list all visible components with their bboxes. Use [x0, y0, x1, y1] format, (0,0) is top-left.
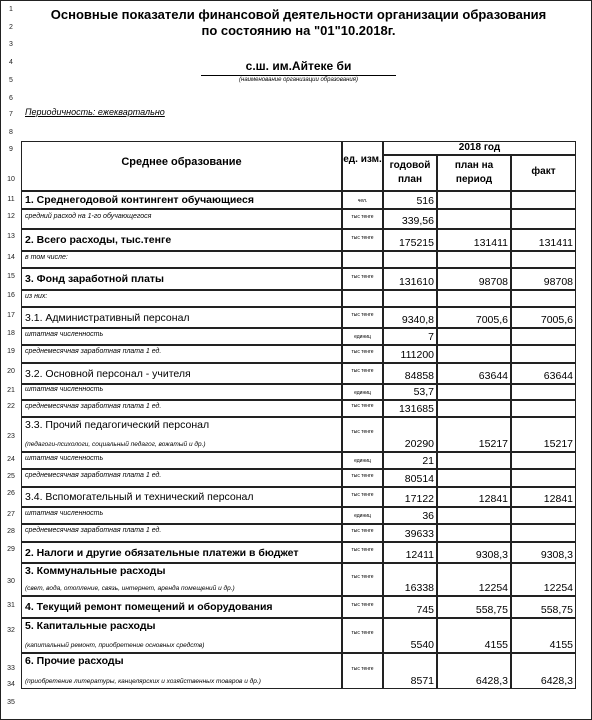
table-cell-fact[interactable]	[511, 524, 576, 542]
table-cell-unit[interactable]	[342, 328, 383, 345]
header-unit: ед. изм.	[343, 154, 382, 165]
unit-label: тыс тенге	[351, 527, 374, 534]
table-cell-plan[interactable]	[383, 363, 437, 384]
row-label: из них:	[25, 292, 48, 300]
table-cell-period[interactable]	[437, 209, 511, 229]
row-label: 4. Текущий ремонт помещений и оборудования	[25, 601, 273, 613]
table-cell-unit[interactable]	[342, 469, 383, 487]
table-cell-unit[interactable]	[342, 268, 383, 290]
cell-value: 15217	[478, 438, 508, 450]
unit-label: тыс тенге	[351, 665, 374, 672]
table-cell-unit[interactable]	[342, 487, 383, 507]
table-cell-period[interactable]	[437, 452, 511, 469]
row-number: 9	[9, 146, 13, 153]
unit-label: тыс тенге	[351, 312, 374, 318]
cell-value: 36	[422, 510, 434, 522]
table-cell-period[interactable]	[437, 384, 511, 400]
table-cell-period[interactable]	[437, 618, 511, 653]
row-sublabel: (свет, вода, отопление, связь, интернет, аренда помещений и др.)	[25, 585, 235, 592]
header-fact: факт	[531, 166, 556, 177]
row-number: 5	[9, 77, 13, 84]
table-cell-unit[interactable]	[342, 596, 383, 618]
table-cell-plan[interactable]	[383, 251, 437, 268]
report-title: Основные показатели финансовой деятельности организации образования	[50, 7, 547, 22]
cell-value: 16338	[404, 582, 434, 594]
table-cell-fact[interactable]	[511, 469, 576, 487]
cell-value: 7005,6	[475, 314, 508, 326]
cell-value: 5540	[410, 639, 434, 651]
table-cell-unit[interactable]	[342, 209, 383, 229]
cell-value: 20290	[404, 438, 434, 450]
table-cell-plan[interactable]	[383, 209, 437, 229]
row-number: 14	[7, 254, 15, 261]
cell-value: 4155	[549, 639, 573, 651]
row-label: штатная численность	[25, 454, 104, 462]
row-number: 33	[7, 665, 15, 672]
row-label: 2. Всего расходы, тыс.тенге	[25, 234, 172, 246]
table-cell-fact[interactable]	[511, 542, 576, 563]
row-label: 3.2. Основной персонал - учителя	[25, 367, 191, 380]
cell-value: 63644	[543, 370, 573, 382]
cell-value: 9340,8	[401, 314, 434, 326]
row-label: 5. Капитальные расходы	[25, 620, 156, 632]
table-cell-period[interactable]	[437, 400, 511, 417]
org-caption: (наименование организации образования)	[239, 77, 358, 83]
row-label: среднемесячная заработная плата 1 ед.	[25, 527, 162, 534]
table-cell-unit[interactable]	[342, 363, 383, 384]
cell-value: 9308,3	[475, 549, 508, 561]
table-cell-plan[interactable]	[383, 290, 437, 307]
row-number: 25	[7, 473, 15, 480]
table-cell-label[interactable]	[21, 268, 342, 290]
cell-value: 39633	[404, 528, 434, 540]
table-cell-period[interactable]	[437, 251, 511, 268]
header-plan-cell	[383, 155, 437, 191]
header-year-cell	[383, 141, 576, 155]
row-number: 19	[7, 348, 15, 355]
row-label: штатная численность	[25, 509, 104, 517]
header-plan: годовой план	[389, 160, 431, 185]
row-number: 3	[9, 41, 13, 48]
periodicity-note: Периодичность: ежеквартально	[25, 107, 165, 117]
row-label: 6. Прочие расходы	[25, 655, 124, 667]
cell-value: 21	[422, 455, 434, 467]
cell-value: 98708	[478, 276, 508, 288]
table-cell-label[interactable]	[21, 251, 342, 268]
row-number: 11	[7, 196, 15, 203]
table-cell-label[interactable]	[21, 345, 342, 363]
table-cell-unit[interactable]	[342, 524, 383, 542]
cell-value: 516	[416, 195, 434, 207]
table-cell-fact[interactable]	[511, 487, 576, 507]
table-cell-period[interactable]	[437, 290, 511, 307]
row-sublabel: (приобретение литературы, канцелярских и хозяйственных товаров и др.)	[25, 678, 261, 685]
table-cell-label[interactable]	[21, 524, 342, 542]
table-cell-fact[interactable]	[511, 452, 576, 469]
table-cell-unit[interactable]	[342, 542, 383, 563]
row-number: 29	[7, 546, 15, 553]
unit-label: тыс тенге	[351, 630, 374, 636]
table-cell-plan[interactable]	[383, 524, 437, 542]
table-cell-fact[interactable]	[511, 209, 576, 229]
row-number: 8	[9, 129, 13, 136]
table-cell-fact[interactable]	[511, 507, 576, 524]
cell-value: 339,56	[401, 215, 434, 227]
row-label: 1. Среднегодовой контингент обучающиеся	[25, 194, 254, 206]
table-cell-plan[interactable]	[383, 653, 437, 689]
table-cell-plan[interactable]	[383, 417, 437, 452]
table-cell-period[interactable]	[437, 345, 511, 363]
org-underline	[201, 75, 396, 76]
row-label: 3.3. Прочий педагогический персонал	[25, 419, 210, 431]
row-number: 21	[7, 387, 15, 394]
row-label: 3. Коммунальные расходы	[25, 565, 166, 577]
cell-value: 558,75	[475, 604, 508, 616]
header-period: план на период	[454, 160, 494, 185]
unit-label: тыс тенге	[351, 348, 374, 355]
cell-value: 175215	[398, 237, 434, 249]
cell-value: 111200	[400, 349, 434, 361]
row-number: 35	[7, 699, 15, 706]
row-number: 2	[9, 24, 13, 31]
row-label: среднемесячная заработная плата 1 ед.	[25, 402, 162, 410]
table-cell-fact[interactable]	[511, 328, 576, 345]
table-cell-plan[interactable]	[383, 487, 437, 507]
row-number: 15	[7, 273, 15, 280]
table-cell-label[interactable]	[21, 596, 342, 618]
table-cell-fact[interactable]	[511, 251, 576, 268]
table-cell-unit[interactable]	[342, 229, 383, 251]
unit-label: единиц	[354, 334, 371, 340]
cell-value: 80514	[404, 473, 434, 485]
table-cell-unit[interactable]	[342, 191, 383, 209]
header-fact-cell	[511, 155, 576, 191]
cell-value: 12254	[478, 582, 508, 594]
cell-value: 53,7	[413, 386, 434, 398]
table-cell-plan[interactable]	[383, 596, 437, 618]
unit-label: тыс тенге	[351, 601, 374, 608]
table-cell-label[interactable]	[21, 400, 342, 417]
table-cell-unit[interactable]	[342, 251, 383, 268]
table-cell-label[interactable]	[21, 191, 342, 209]
table-cell-period[interactable]	[437, 563, 511, 596]
table-cell-plan[interactable]	[383, 469, 437, 487]
report-date: по состоянию на "01"10.2018г.	[201, 23, 396, 38]
header-section-cell	[21, 141, 342, 191]
table-cell-unit[interactable]	[342, 290, 383, 307]
table-cell-fact[interactable]	[511, 345, 576, 363]
table-cell-label[interactable]	[21, 307, 342, 328]
unit-label: чел.	[357, 197, 368, 204]
table-cell-plan[interactable]	[383, 307, 437, 328]
table-cell-period[interactable]	[437, 542, 511, 563]
table-cell-unit[interactable]	[342, 417, 383, 452]
table-cell-period[interactable]	[437, 191, 511, 209]
row-number: 18	[7, 330, 15, 337]
table-cell-label[interactable]	[21, 487, 342, 507]
table-cell-period[interactable]	[437, 363, 511, 384]
table-cell-plan[interactable]	[383, 542, 437, 563]
table-cell-fact[interactable]	[511, 229, 576, 251]
table-cell-unit[interactable]	[342, 452, 383, 469]
table-cell-label[interactable]	[21, 563, 342, 596]
row-number: 20	[7, 368, 15, 375]
table-cell-label[interactable]	[21, 653, 342, 689]
table-cell-fact[interactable]	[511, 653, 576, 689]
row-number: 17	[7, 312, 15, 319]
row-number: 34	[7, 681, 15, 688]
table-cell-period[interactable]	[437, 268, 511, 290]
table-cell-label[interactable]	[21, 469, 342, 487]
table-cell-fact[interactable]	[511, 596, 576, 618]
unit-label: тыс тенге	[351, 213, 374, 220]
table-cell-label[interactable]	[21, 290, 342, 307]
table-cell-period[interactable]	[437, 307, 511, 328]
table-cell-fact[interactable]	[511, 618, 576, 653]
cell-value: 12841	[478, 493, 508, 505]
table-cell-label[interactable]	[21, 452, 342, 469]
row-number: 32	[7, 627, 15, 634]
row-number: 10	[7, 176, 15, 183]
table-cell-unit[interactable]	[342, 400, 383, 417]
cell-value: 131411	[538, 237, 573, 249]
table-cell-fact[interactable]	[511, 563, 576, 596]
row-number: 7	[9, 111, 13, 118]
table-cell-label[interactable]	[21, 229, 342, 251]
header-unit-cell	[342, 141, 383, 191]
table-cell-fact[interactable]	[511, 307, 576, 328]
row-number: 28	[7, 528, 15, 535]
table-cell-period[interactable]	[437, 469, 511, 487]
row-sublabel: (педагоги-психологи, социальный педагог, вожатый и др.)	[25, 441, 206, 448]
table-cell-fact[interactable]	[511, 290, 576, 307]
table-cell-label[interactable]	[21, 384, 342, 400]
table-cell-fact[interactable]	[511, 417, 576, 452]
row-number: 24	[7, 456, 15, 463]
table-cell-label[interactable]	[21, 507, 342, 524]
table-cell-unit[interactable]	[342, 345, 383, 363]
unit-label: тыс тенге	[351, 368, 374, 374]
table-cell-period[interactable]	[437, 229, 511, 251]
table-cell-label[interactable]	[21, 542, 342, 563]
table-cell-fact[interactable]	[511, 268, 576, 290]
table-cell-period[interactable]	[437, 507, 511, 524]
cell-value: 12254	[543, 582, 573, 594]
table-cell-label[interactable]	[21, 209, 342, 229]
row-label: среднемесячная заработная плата 1 ед.	[25, 472, 162, 479]
org-name: с.ш. им.Айтеке би	[245, 59, 352, 73]
unit-label: тыс тенге	[351, 574, 374, 580]
table-cell-unit[interactable]	[342, 507, 383, 524]
row-number: 6	[9, 95, 13, 102]
row-number: 4	[9, 59, 13, 66]
table-cell-plan[interactable]	[383, 507, 437, 524]
table-cell-fact[interactable]	[511, 400, 576, 417]
header-period-cell	[437, 155, 511, 191]
unit-label: тыс тенге	[351, 547, 374, 553]
cell-value: 17122	[404, 493, 434, 505]
table-cell-period[interactable]	[437, 524, 511, 542]
unit-label: тыс тенге	[351, 234, 374, 241]
row-label: среднемесячная заработная плата 1 ед.	[25, 348, 162, 355]
unit-label: тыс тенге	[351, 472, 374, 479]
table-cell-unit[interactable]	[342, 384, 383, 400]
table-cell-unit[interactable]	[342, 563, 383, 596]
row-number: 23	[7, 433, 15, 440]
table-cell-label[interactable]	[21, 328, 342, 345]
table-cell-plan[interactable]	[383, 384, 437, 400]
row-sublabel: (капитальный ремонт, приобретение основных средств)	[25, 642, 205, 649]
cell-value: 6428,3	[540, 675, 573, 687]
cell-value: 84858	[404, 370, 434, 382]
table-cell-unit[interactable]	[342, 653, 383, 689]
cell-value: 6428,3	[475, 675, 508, 687]
row-number: 13	[7, 233, 15, 240]
table-cell-label[interactable]	[21, 417, 342, 452]
cell-value: 7005,6	[540, 314, 573, 326]
table-cell-plan[interactable]	[383, 229, 437, 251]
row-label: 3.4. Вспомогательный и технический персонал	[25, 491, 254, 503]
header-section: Среднее образование	[121, 156, 242, 168]
table-cell-unit[interactable]	[342, 307, 383, 328]
row-label: штатная численность	[25, 330, 104, 338]
table-cell-unit[interactable]	[342, 618, 383, 653]
table-cell-fact[interactable]	[511, 363, 576, 384]
row-number: 16	[7, 292, 15, 299]
table-cell-plan[interactable]	[383, 328, 437, 345]
table-cell-label[interactable]	[21, 618, 342, 653]
unit-label: единиц	[354, 389, 371, 396]
row-number: 1	[9, 6, 13, 13]
unit-label: тыс тенге	[351, 491, 374, 498]
table-cell-label[interactable]	[21, 363, 342, 384]
row-number: 12	[7, 213, 15, 220]
cell-value: 131411	[473, 237, 508, 249]
cell-value: 7	[428, 331, 434, 343]
row-label: средний расход на 1-го обучающегося	[25, 213, 152, 220]
row-label: 3.1. Административный персонал	[25, 311, 190, 324]
cell-value: 63644	[478, 370, 508, 382]
row-number: 31	[7, 602, 15, 609]
header-year: 2018 год	[458, 142, 501, 153]
row-number: 22	[7, 403, 15, 410]
cell-value: 12841	[543, 493, 573, 505]
table-cell-period[interactable]	[437, 328, 511, 345]
table-cell-plan[interactable]	[383, 400, 437, 417]
unit-label: единиц	[354, 513, 371, 519]
cell-value: 558,75	[540, 604, 573, 616]
table-cell-fact[interactable]	[511, 384, 576, 400]
row-label: 2. Налоги и другие обязательные платежи в бюджет	[25, 546, 299, 559]
unit-label: тыс тенге	[351, 403, 374, 409]
table-cell-period[interactable]	[437, 596, 511, 618]
cell-value: 98708	[543, 276, 573, 288]
row-label: штатная численность	[25, 386, 104, 393]
table-cell-period[interactable]	[437, 487, 511, 507]
row-number: 26	[7, 490, 15, 497]
table-cell-period[interactable]	[437, 417, 511, 452]
cell-value: 8571	[410, 675, 434, 687]
cell-value: 15217	[543, 438, 573, 450]
cell-value: 131610	[398, 276, 434, 288]
table-cell-fact[interactable]	[511, 191, 576, 209]
row-label: в том числе:	[25, 253, 68, 261]
table-cell-plan[interactable]	[383, 618, 437, 653]
unit-label: единиц	[354, 458, 371, 464]
table-cell-plan[interactable]	[383, 345, 437, 363]
unit-label: тыс тенге	[351, 429, 374, 435]
table-cell-period[interactable]	[437, 653, 511, 689]
row-number: 30	[7, 578, 15, 585]
table-cell-plan[interactable]	[383, 563, 437, 596]
table-cell-plan[interactable]	[383, 191, 437, 209]
unit-label: тыс тенге	[351, 273, 374, 280]
cell-value: 745	[416, 604, 434, 616]
table-cell-plan[interactable]	[383, 452, 437, 469]
cell-value: 9308,3	[540, 549, 573, 561]
cell-value: 12411	[405, 549, 434, 561]
cell-value: 4155	[484, 639, 508, 651]
row-label: 3. Фонд заработной платы	[25, 273, 165, 285]
table-cell-plan[interactable]	[383, 268, 437, 290]
row-number: 27	[7, 511, 15, 518]
cell-value: 131685	[398, 403, 434, 415]
